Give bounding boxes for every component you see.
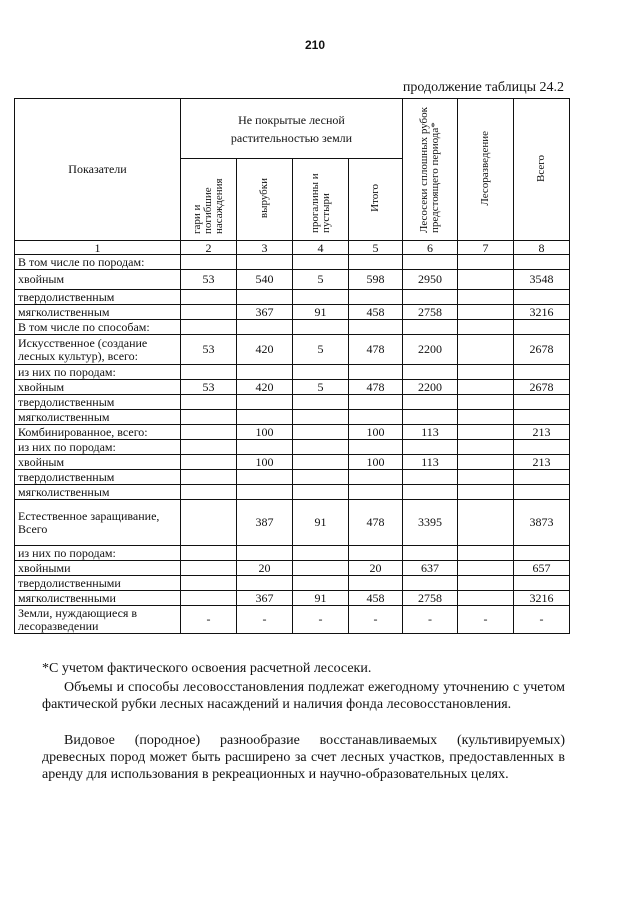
cell-value: 420: [237, 380, 293, 395]
table-row: [15, 380, 570, 395]
cell-value: [293, 320, 349, 335]
cell-value: [458, 440, 514, 455]
row-label: хвойным: [15, 455, 181, 470]
cell-value: 20: [349, 561, 403, 576]
cell-value: 637: [403, 561, 458, 576]
cell-value: 367: [237, 305, 293, 320]
cell-value: [458, 320, 514, 335]
cell-value: [458, 335, 514, 365]
row-label: Естественное заращивание, Всего: [15, 500, 181, 546]
row-label: мягколиственным: [15, 485, 181, 500]
cell-value: 367: [237, 591, 293, 606]
cell-value: [349, 440, 403, 455]
cell-value: [514, 290, 570, 305]
cell-value: [514, 395, 570, 410]
cell-value: [458, 380, 514, 395]
cell-value: [181, 410, 237, 425]
cell-value: [514, 440, 570, 455]
cell-value: [458, 576, 514, 591]
table-row: [15, 606, 570, 634]
col-number: 3: [237, 241, 293, 255]
cell-value: 100: [349, 455, 403, 470]
row-label: хвойными: [15, 561, 181, 576]
col-number: 4: [293, 241, 349, 255]
cell-value: [403, 546, 458, 561]
cell-value: -: [403, 606, 458, 634]
row-label: В том числе по породам:: [15, 255, 181, 270]
cell-value: [181, 365, 237, 380]
cell-value: [403, 395, 458, 410]
header-clearings-text: вырубки: [258, 177, 270, 219]
cell-value: [514, 365, 570, 380]
cell-value: [181, 255, 237, 270]
header-total-group: [349, 159, 403, 241]
cell-value: [293, 440, 349, 455]
table-row: [15, 255, 570, 270]
cell-value: 540: [237, 270, 293, 290]
table-row: [15, 591, 570, 606]
header-afforestation: [458, 99, 514, 241]
cell-value: 420: [237, 335, 293, 365]
footnote: *С учетом фактического освоения расчетной лесосеки.: [42, 661, 372, 676]
cell-value: [237, 395, 293, 410]
cell-value: [349, 395, 403, 410]
cell-value: [403, 485, 458, 500]
cell-value: [181, 425, 237, 440]
cell-value: 2678: [514, 335, 570, 365]
paragraph-species-diversity: Видовое (породное) разнообразие восстанавливаемых (культивируемых) древесных пород может быть расширено за счет лесных участков, предоставленных в аренду для использования в рекреационных и научно-образовательных целях.: [42, 733, 565, 782]
table-row: [15, 335, 570, 365]
cell-value: -: [293, 606, 349, 634]
cell-value: 3548: [514, 270, 570, 290]
cell-value: 53: [181, 335, 237, 365]
cell-value: [458, 255, 514, 270]
cell-value: 2200: [403, 380, 458, 395]
row-label: мягколиственным: [15, 305, 181, 320]
cell-value: 100: [237, 425, 293, 440]
cell-value: 113: [403, 425, 458, 440]
header-indicators: Показатели: [15, 99, 181, 241]
cell-value: [458, 290, 514, 305]
cell-value: 3395: [403, 500, 458, 546]
table-continuation-caption: продолжение таблицы 24.2: [402, 80, 564, 95]
cell-value: 458: [349, 305, 403, 320]
cell-value: 213: [514, 425, 570, 440]
col-number: 7: [458, 241, 514, 255]
header-cutting-areas: [403, 99, 458, 241]
cell-value: [181, 305, 237, 320]
cell-value: 387: [237, 500, 293, 546]
row-label: твердолиственным: [15, 290, 181, 305]
cell-value: [514, 410, 570, 425]
cell-value: [458, 305, 514, 320]
table-row: [15, 546, 570, 561]
cell-value: 113: [403, 455, 458, 470]
cell-value: [349, 470, 403, 485]
cell-value: 91: [293, 305, 349, 320]
header-all: [514, 99, 570, 241]
cell-value: -: [237, 606, 293, 634]
cell-value: 2200: [403, 335, 458, 365]
cell-value: [514, 470, 570, 485]
cell-value: [237, 485, 293, 500]
cell-value: [293, 576, 349, 591]
cell-value: 458: [349, 591, 403, 606]
cell-value: 91: [293, 591, 349, 606]
cell-value: [237, 440, 293, 455]
cell-value: [293, 365, 349, 380]
cell-value: [181, 485, 237, 500]
cell-value: [514, 546, 570, 561]
cell-value: [458, 455, 514, 470]
cell-value: 213: [514, 455, 570, 470]
cell-value: 657: [514, 561, 570, 576]
cell-value: [458, 270, 514, 290]
cell-value: [458, 546, 514, 561]
cell-value: [349, 410, 403, 425]
row-label: Искусственное (создание лесных культур), всего:: [15, 335, 181, 365]
cell-value: 3216: [514, 591, 570, 606]
cell-value: [293, 395, 349, 410]
row-label: В том числе по способам:: [15, 320, 181, 335]
cell-value: 598: [349, 270, 403, 290]
cell-value: 478: [349, 380, 403, 395]
cell-value: 20: [237, 561, 293, 576]
cell-value: [458, 425, 514, 440]
cell-value: [349, 576, 403, 591]
table-row: [15, 455, 570, 470]
row-label: хвойным: [15, 270, 181, 290]
cell-value: 5: [293, 270, 349, 290]
table-row: [15, 425, 570, 440]
cell-value: [237, 365, 293, 380]
cell-value: [349, 320, 403, 335]
cell-value: [181, 470, 237, 485]
cell-value: [237, 255, 293, 270]
cell-value: [458, 500, 514, 546]
header-glades: [293, 159, 349, 241]
cell-value: [293, 455, 349, 470]
cell-value: 478: [349, 500, 403, 546]
cell-value: 100: [349, 425, 403, 440]
cell-value: [458, 470, 514, 485]
cell-value: [403, 440, 458, 455]
cell-value: [349, 290, 403, 305]
paragraph-reforestation-volumes: Объемы и способы лесовосстановления подлежат ежегодному уточнению с учетом фактической рубки лесных насаждений и наличия фонда лесовосстановления.: [42, 680, 565, 712]
cell-value: [181, 440, 237, 455]
header-afforestation-text: Лесоразведение: [479, 130, 491, 206]
table-row: [15, 395, 570, 410]
cell-value: [293, 485, 349, 500]
cell-value: [403, 320, 458, 335]
cell-value: [237, 546, 293, 561]
header-total-group-text: Итого: [369, 184, 381, 212]
table-row: [15, 270, 570, 290]
cell-value: 478: [349, 335, 403, 365]
col-number: 8: [514, 241, 570, 255]
col-number: 5: [349, 241, 403, 255]
table-row: [15, 576, 570, 591]
cell-value: [349, 255, 403, 270]
cell-value: 2950: [403, 270, 458, 290]
cell-value: [349, 485, 403, 500]
cell-value: [181, 320, 237, 335]
cell-value: -: [458, 606, 514, 634]
cell-value: [293, 546, 349, 561]
cell-value: [458, 591, 514, 606]
cell-value: -: [349, 606, 403, 634]
row-label: Комбинированное, всего:: [15, 425, 181, 440]
cell-value: 2678: [514, 380, 570, 395]
reforestation-table: [14, 98, 570, 634]
cell-value: [293, 425, 349, 440]
table-row: [15, 305, 570, 320]
row-label: твердолиственным: [15, 395, 181, 410]
cell-value: [514, 255, 570, 270]
cell-value: [181, 395, 237, 410]
cell-value: [458, 410, 514, 425]
cell-value: [458, 395, 514, 410]
column-number-row: [15, 241, 570, 255]
cell-value: [403, 290, 458, 305]
cell-value: [514, 320, 570, 335]
row-label: твердолиственным: [15, 470, 181, 485]
cell-value: [237, 410, 293, 425]
header-cutting-areas-text: Лесосеки сплошных рубок предстоящего периода*: [418, 107, 441, 233]
cell-value: [403, 410, 458, 425]
table-row: [15, 500, 570, 546]
cell-value: 2758: [403, 591, 458, 606]
cell-value: [181, 455, 237, 470]
cell-value: [293, 561, 349, 576]
row-label: твердолиственными: [15, 576, 181, 591]
cell-value: [403, 255, 458, 270]
page-number: 210: [304, 38, 326, 52]
cell-value: [514, 576, 570, 591]
cell-value: [181, 561, 237, 576]
cell-value: [293, 410, 349, 425]
table-row: [15, 290, 570, 305]
table-row: [15, 320, 570, 335]
row-label: из них по породам:: [15, 440, 181, 455]
row-label: хвойным: [15, 380, 181, 395]
col-number: 2: [181, 241, 237, 255]
cell-value: [237, 470, 293, 485]
cell-value: [514, 485, 570, 500]
cell-value: [349, 546, 403, 561]
table-row: [15, 470, 570, 485]
cell-value: -: [514, 606, 570, 634]
cell-value: 53: [181, 380, 237, 395]
cell-value: 3216: [514, 305, 570, 320]
col-number: 6: [403, 241, 458, 255]
header-burns-text: гари и погибшие насаждения: [191, 178, 225, 234]
cell-value: [403, 576, 458, 591]
cell-value: 91: [293, 500, 349, 546]
cell-value: [181, 576, 237, 591]
cell-value: [237, 290, 293, 305]
row-label: мягколиственными: [15, 591, 181, 606]
table-row: [15, 410, 570, 425]
table-row: [15, 485, 570, 500]
cell-value: [458, 365, 514, 380]
table-row: [15, 561, 570, 576]
row-label: мягколиственным: [15, 410, 181, 425]
cell-value: [181, 591, 237, 606]
header-burns: [181, 159, 237, 241]
cell-value: 5: [293, 380, 349, 395]
cell-value: [458, 561, 514, 576]
cell-value: [181, 546, 237, 561]
table-body: [15, 255, 570, 634]
table-row: [15, 440, 570, 455]
cell-value: [293, 255, 349, 270]
cell-value: -: [181, 606, 237, 634]
col-number: 1: [15, 241, 181, 255]
table-row: [15, 365, 570, 380]
cell-value: [293, 290, 349, 305]
cell-value: [403, 470, 458, 485]
header-glades-text: прогалины и пустыри: [308, 173, 332, 233]
cell-value: [458, 485, 514, 500]
row-label: из них по породам:: [15, 546, 181, 561]
cell-value: [181, 290, 237, 305]
cell-value: [237, 576, 293, 591]
cell-value: 100: [237, 455, 293, 470]
cell-value: [403, 365, 458, 380]
cell-value: 5: [293, 335, 349, 365]
header-all-text: Всего: [535, 154, 547, 182]
cell-value: [349, 365, 403, 380]
header-clearings: [237, 159, 293, 241]
cell-value: 53: [181, 270, 237, 290]
cell-value: 3873: [514, 500, 570, 546]
row-label: из них по породам:: [15, 365, 181, 380]
cell-value: [293, 470, 349, 485]
header-not-covered-group: Не покрытые лесной растительностью земли: [181, 99, 403, 159]
cell-value: [181, 500, 237, 546]
row-label: Земли, нуждающиеся в лесоразведении: [15, 606, 181, 634]
cell-value: 2758: [403, 305, 458, 320]
cell-value: [237, 320, 293, 335]
